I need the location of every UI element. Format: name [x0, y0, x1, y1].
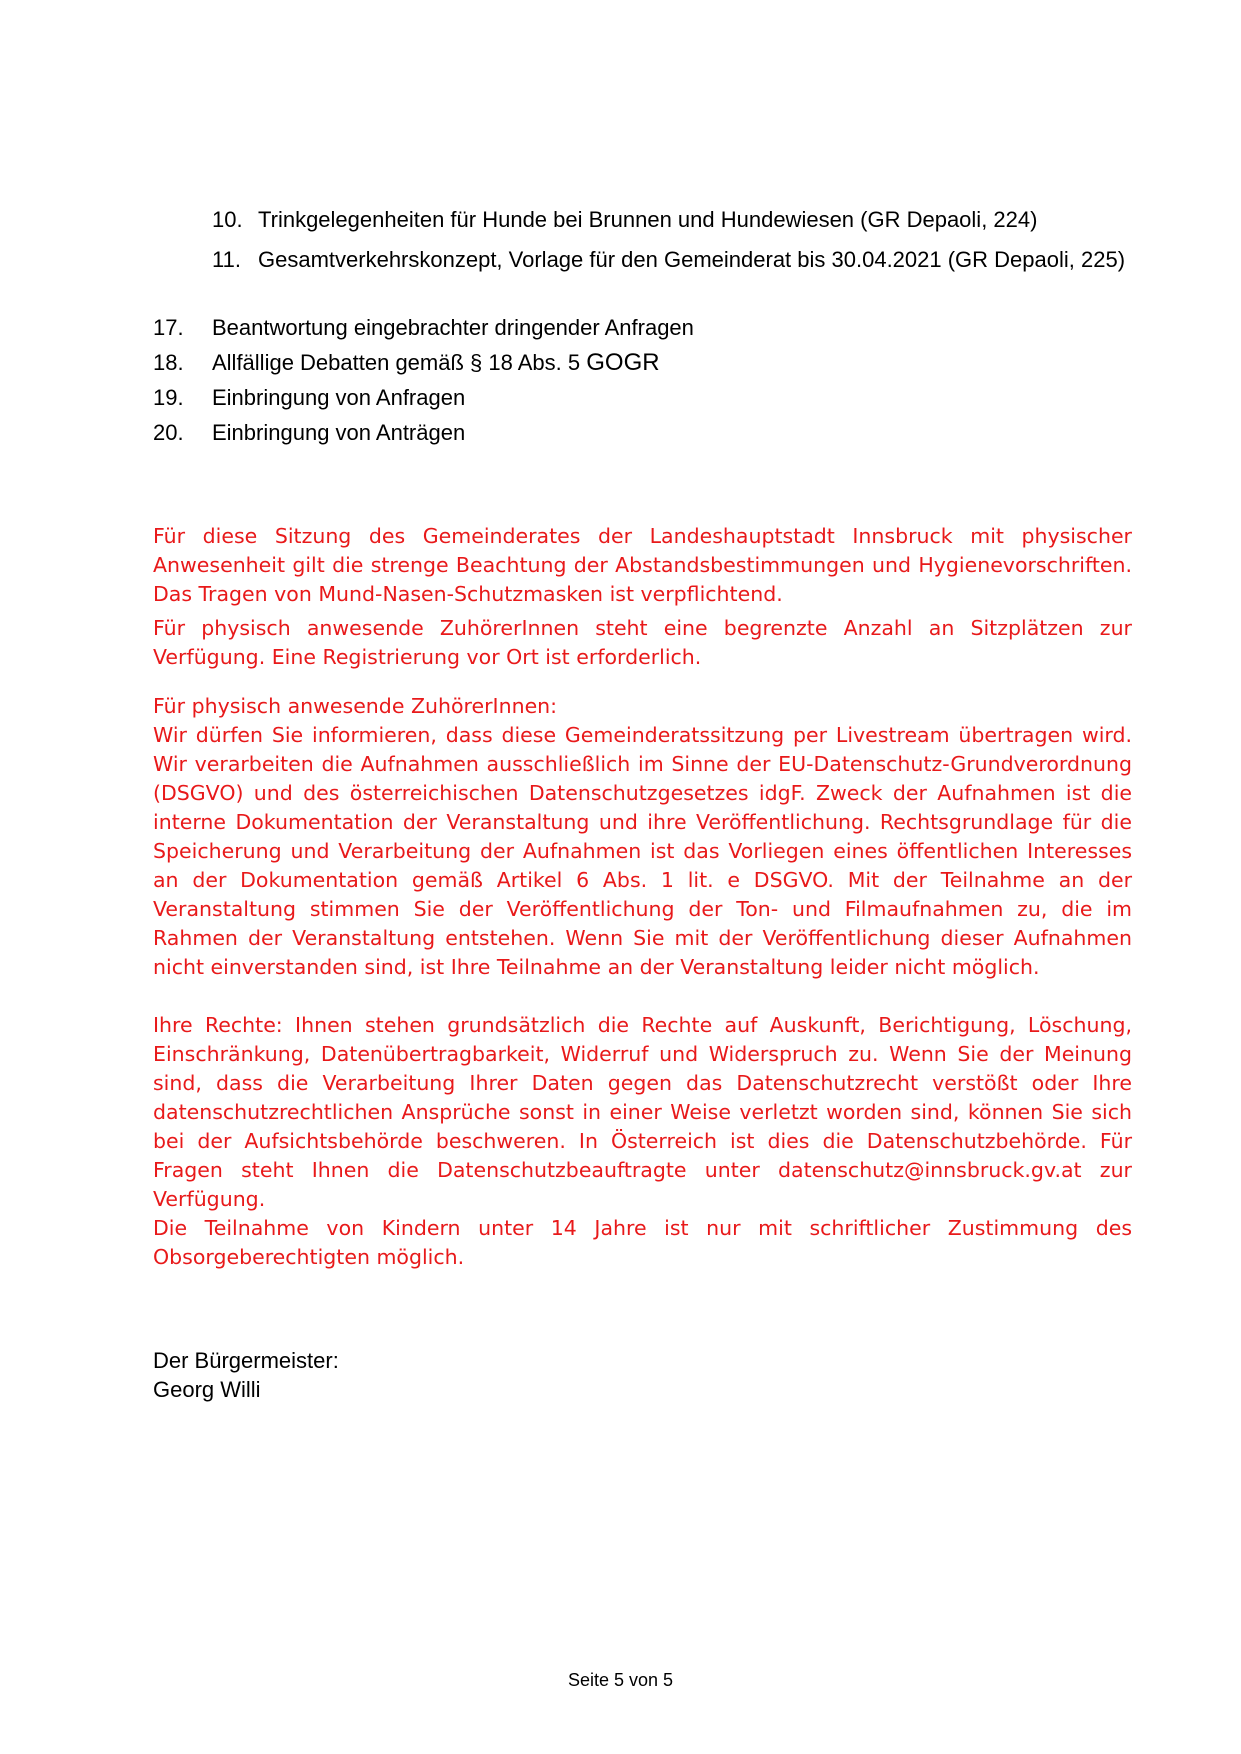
signature-name: Georg Willi [153, 1377, 261, 1402]
notice-paragraph-heading: Für physisch anwesende ZuhörerInnen: [153, 694, 558, 718]
signature-title: Der Bürgermeister: [153, 1348, 339, 1373]
agenda-item-text: Allfällige Debatten gemäß § 18 Abs. 5 [212, 350, 581, 375]
agenda-item-text: Beantwortung eingebrachter dringender Anfragen [212, 315, 694, 340]
agenda-item-number: 19. [153, 385, 184, 410]
agenda-item-number: 20. [153, 420, 184, 445]
agenda-sub-item-number: 11. [212, 247, 241, 272]
agenda-item-text: Einbringung von Anträgen [212, 420, 466, 445]
agenda-item-number: 17. [153, 315, 184, 340]
agenda-sub-item-text: Gesamtverkehrskonzept, Vorlage für den Gemeinderat bis 30.04.2021 (GR Depaoli, 225) [258, 247, 1126, 272]
notice-paragraph-rights: Ihre Rechte: Ihnen stehen grundsätzlich die Rechte auf Auskunft, Berichtigung, Löschung, Einschränkung, Datenübertragbarkeit, Widerruf und Widerspruch zu. Wenn Sie der Meinung sind, dass die Verarbeitung Ihrer Daten gegen das Datenschutzrecht verstößt oder Ihre datenschutzrechtlichen Ansprüche sonst in einer Weise verletzt worden sind, können Sie sich bei der Aufsichtsbehörde beschweren. In Österreich ist dies die Datenschutzbehörde. Für Fragen steht Ihnen die Datenschutzbeauftragte unter datenschutz@innsbruck.gv.at zur Verfügung. [153, 1013, 1132, 1211]
notice-paragraph-seating: Für physisch anwesende ZuhörerInnen steht eine begrenzte Anzahl an Sitzplätzen zur Verfügung. Eine Registrierung vor Ort ist erforderlich. [153, 616, 1132, 669]
agenda-item-text-wrapper [212, 349, 660, 376]
notice-paragraph-hygiene: Für diese Sitzung des Gemeinderates der Landeshauptstadt Innsbruck mit physischer Anwesenheit gilt die strenge Beachtung der Abstandsbestimmungen und Hygienevorschriften. Das Tragen von Mund-Nasen-Schutzmasken ist verpflichtend. [153, 524, 1132, 606]
agenda-item-suffix: GOGR [586, 349, 660, 376]
agenda-sub-item-text: Trinkgelegenheiten für Hunde bei Brunnen und Hundewiesen (GR Depaoli, 224) [258, 207, 1038, 232]
agenda-sub-item-number: 10. [212, 207, 243, 232]
page-number: Seite 5 von 5 [567, 1670, 674, 1690]
agenda-item-number: 18. [153, 350, 184, 375]
agenda-item-text: Einbringung von Anfragen [212, 385, 466, 410]
notice-paragraph-children: Die Teilnahme von Kindern unter 14 Jahre ist nur mit schriftlicher Zustimmung des Obsorgeberechtigten möglich. [153, 1216, 1132, 1269]
notice-paragraph-livestream: Wir dürfen Sie informieren, dass diese Gemeinderatssitzung per Livestream übertragen wird. Wir verarbeiten die Aufnahmen ausschließlich im Sinne der EU-Datenschutz-Grundverordnung (DSGVO) und des österreichischen Datenschutzgesetzes idgF. Zweck der Aufnahmen ist die interne Dokumentation der Veranstaltung und ihre Veröffentlichung. Rechtsgrundlage für die Speicherung und Verarbeitung der Aufnahmen ist das Vorliegen eines öffentlichen Interesses an der Dokumentation gemäß Artikel 6 Abs. 1 lit. e DSGVO. Mit der Teilnahme an der Veranstaltung stimmen Sie der Veröffentlichung der Ton- und Filmaufnahmen zu, die im Rahmen der Veranstaltung entstehen. Wenn Sie mit der Veröffentlichung dieser Aufnahmen nicht einverstanden sind, ist Ihre Teilnahme an der Veranstaltung leider nicht möglich. [153, 723, 1132, 979]
